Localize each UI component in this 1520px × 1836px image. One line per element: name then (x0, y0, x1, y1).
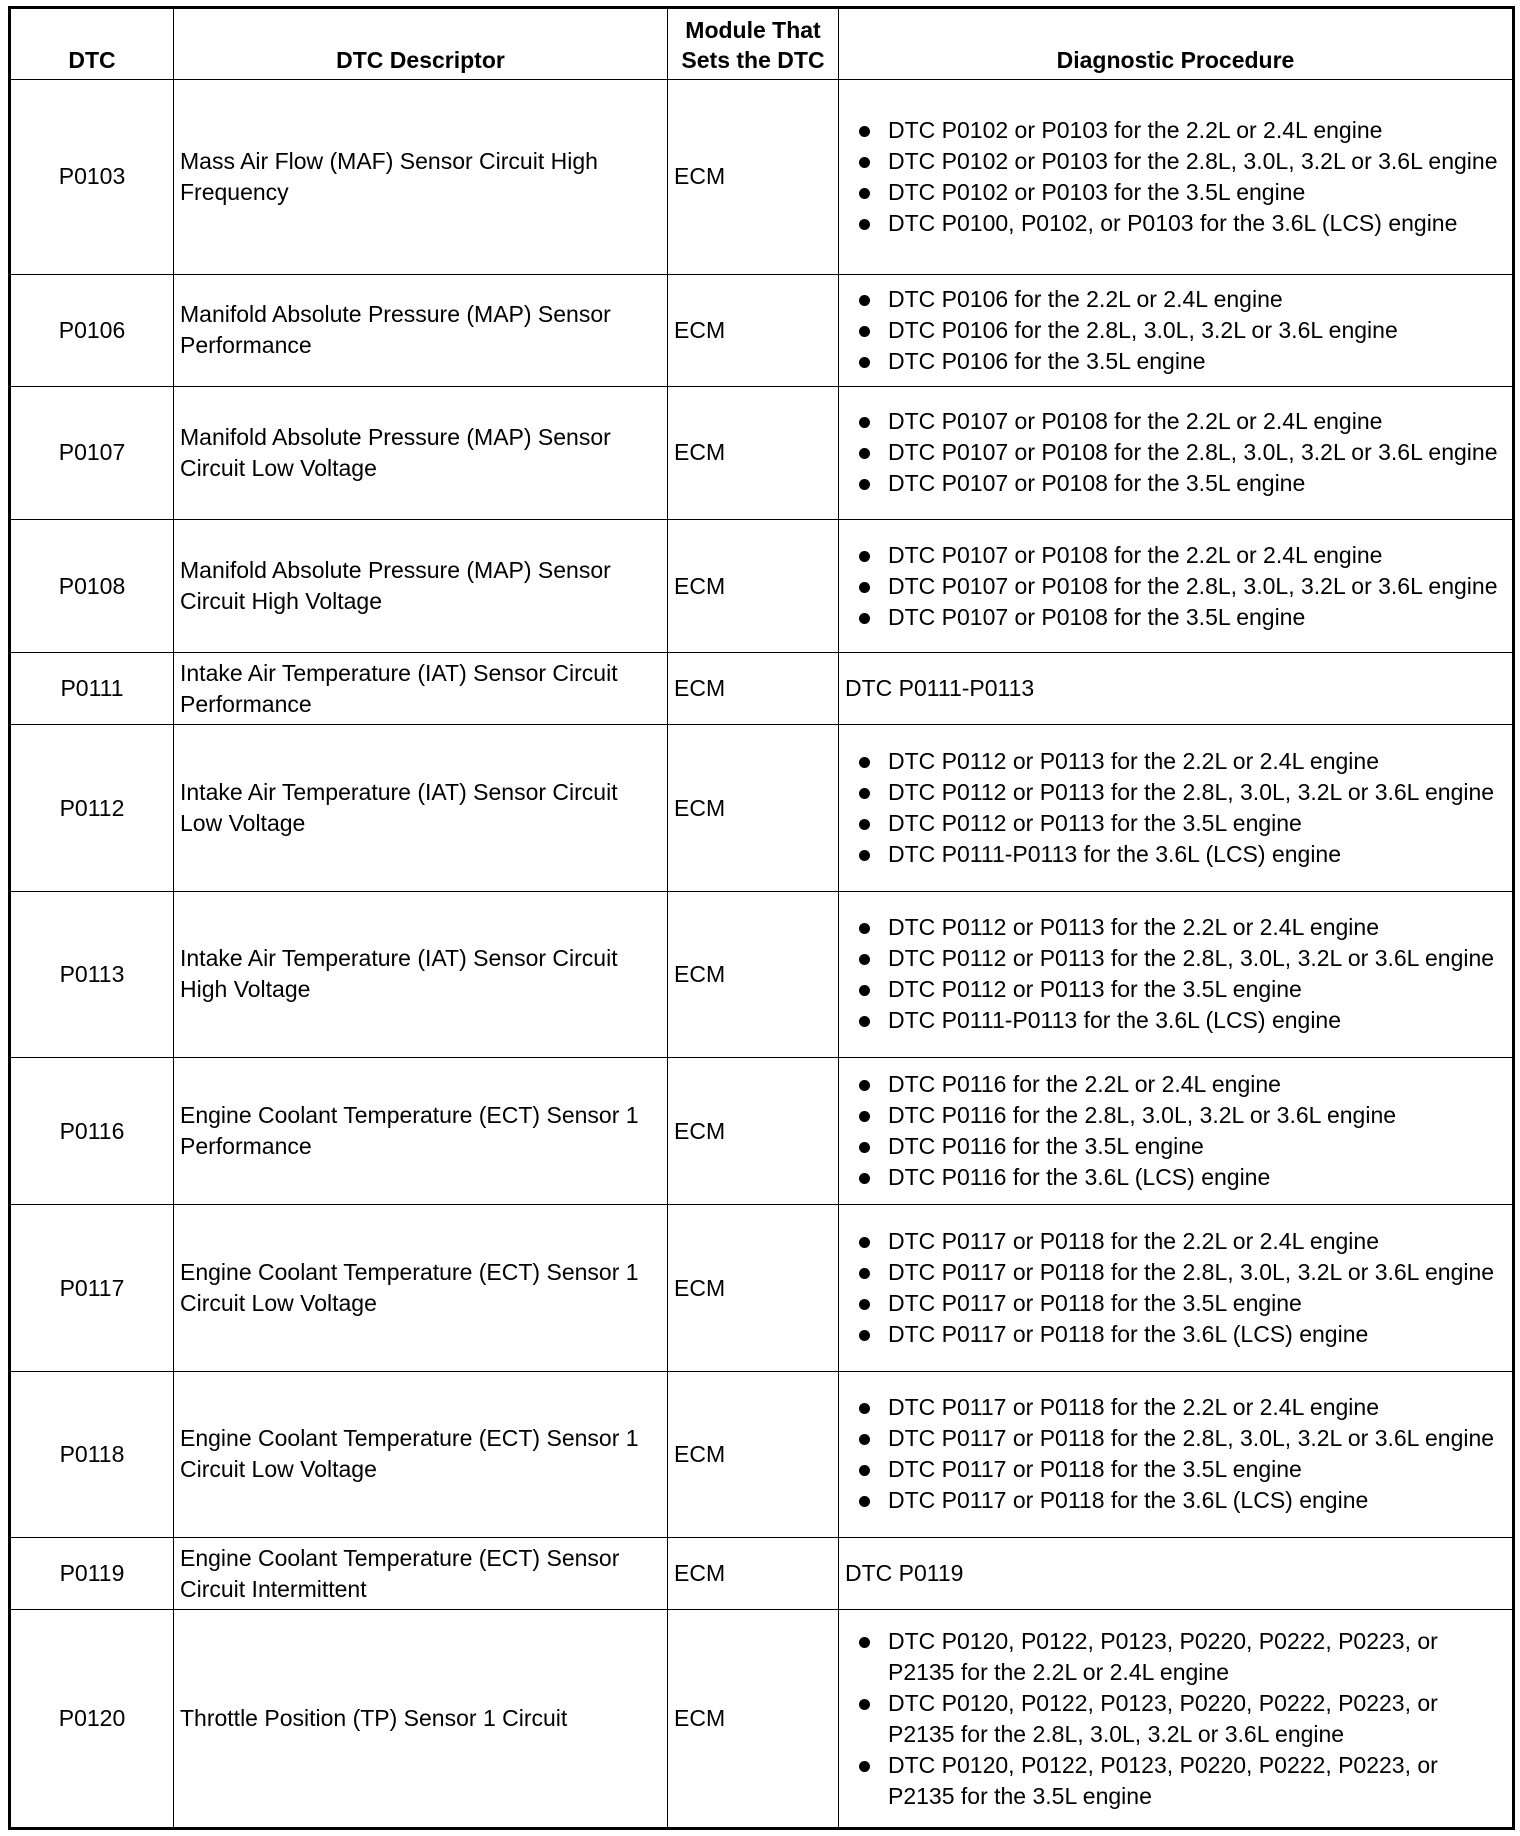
dtc-table (8, 6, 1515, 1830)
procedure-link[interactable]: DTC P0116 for the 3.6L (LCS) engine (855, 1162, 1506, 1193)
procedure-link[interactable]: DTC P0102 or P0103 for the 3.5L engine (855, 177, 1506, 208)
dtc-module: ECM (668, 1058, 839, 1205)
dtc-descriptor: Intake Air Temperature (IAT) Sensor Circuit Performance (174, 653, 668, 725)
procedure-link[interactable]: DTC P0107 or P0108 for the 3.5L engine (855, 602, 1506, 633)
dtc-descriptor: Engine Coolant Temperature (ECT) Sensor 1 Circuit Low Voltage (174, 1205, 668, 1371)
dtc-code: P0112 (10, 725, 174, 891)
header-dtc: DTC (10, 8, 174, 80)
procedure-list (855, 284, 1506, 377)
dtc-descriptor: Intake Air Temperature (IAT) Sensor Circuit High Voltage (174, 891, 668, 1057)
table-row (10, 1205, 1514, 1371)
procedure-link[interactable]: DTC P0106 for the 3.5L engine (855, 346, 1506, 377)
header-procedure: Diagnostic Procedure (839, 8, 1514, 80)
table-row (10, 725, 1514, 891)
procedure-link[interactable]: DTC P0111-P0113 for the 3.6L (LCS) engine (855, 839, 1506, 870)
dtc-module: ECM (668, 725, 839, 891)
dtc-code: P0111 (10, 653, 174, 725)
table-row (10, 891, 1514, 1057)
procedure-link[interactable]: DTC P0120, P0122, P0123, P0220, P0222, P0223, or P2135 for the 2.2L or 2.4L engine (855, 1626, 1506, 1688)
procedure-link[interactable]: DTC P0116 for the 2.8L, 3.0L, 3.2L or 3.6L engine (855, 1100, 1506, 1131)
procedure-list (855, 115, 1506, 239)
dtc-descriptor: Mass Air Flow (MAF) Sensor Circuit High Frequency (174, 80, 668, 275)
diagnostic-procedure (839, 1371, 1514, 1537)
procedure-link[interactable]: DTC P0102 or P0103 for the 2.8L, 3.0L, 3.2L or 3.6L engine (855, 146, 1506, 177)
diagnostic-procedure (839, 725, 1514, 891)
dtc-code: P0116 (10, 1058, 174, 1205)
dtc-code: P0117 (10, 1205, 174, 1371)
dtc-module: ECM (668, 520, 839, 653)
diagnostic-procedure (839, 1205, 1514, 1371)
dtc-module: ECM (668, 386, 839, 519)
procedure-link[interactable]: DTC P0100, P0102, or P0103 for the 3.6L (LCS) engine (855, 208, 1506, 239)
dtc-descriptor: Manifold Absolute Pressure (MAP) Sensor Circuit High Voltage (174, 520, 668, 653)
header-module: Module That Sets the DTC (668, 8, 839, 80)
procedure-link[interactable]: DTC P0112 or P0113 for the 3.5L engine (855, 974, 1506, 1005)
dtc-code: P0106 (10, 274, 174, 386)
procedure-link[interactable]: DTC P0111-P0113 for the 3.6L (LCS) engine (855, 1005, 1506, 1036)
diagnostic-procedure (839, 1538, 1514, 1610)
diagnostic-procedure (839, 386, 1514, 519)
procedure-link[interactable]: DTC P0111-P0113 (845, 675, 1035, 702)
dtc-code: P0119 (10, 1538, 174, 1610)
dtc-code: P0113 (10, 891, 174, 1057)
table-row (10, 1371, 1514, 1537)
dtc-module: ECM (668, 1610, 839, 1829)
dtc-descriptor: Engine Coolant Temperature (ECT) Sensor Circuit Intermittent (174, 1538, 668, 1610)
table-row (10, 653, 1514, 725)
dtc-descriptor: Intake Air Temperature (IAT) Sensor Circuit Low Voltage (174, 725, 668, 891)
procedure-link[interactable]: DTC P0117 or P0118 for the 2.8L, 3.0L, 3.2L or 3.6L engine (855, 1423, 1506, 1454)
table-row (10, 1610, 1514, 1829)
dtc-descriptor: Throttle Position (TP) Sensor 1 Circuit (174, 1610, 668, 1829)
table-row (10, 520, 1514, 653)
dtc-module: ECM (668, 1371, 839, 1537)
procedure-link[interactable]: DTC P0117 or P0118 for the 3.6L (LCS) engine (855, 1319, 1506, 1350)
dtc-module: ECM (668, 653, 839, 725)
dtc-module: ECM (668, 1205, 839, 1371)
procedure-link[interactable]: DTC P0112 or P0113 for the 3.5L engine (855, 808, 1506, 839)
procedure-link[interactable]: DTC P0117 or P0118 for the 3.5L engine (855, 1288, 1506, 1319)
procedure-list (855, 540, 1506, 633)
procedure-link[interactable]: DTC P0119 (845, 1560, 964, 1587)
procedure-link[interactable]: DTC P0116 for the 3.5L engine (855, 1131, 1506, 1162)
procedure-link[interactable]: DTC P0107 or P0108 for the 2.8L, 3.0L, 3.2L or 3.6L engine (855, 571, 1506, 602)
procedure-list (855, 912, 1506, 1036)
dtc-descriptor: Engine Coolant Temperature (ECT) Sensor 1 Circuit Low Voltage (174, 1371, 668, 1537)
dtc-code: P0108 (10, 520, 174, 653)
procedure-link[interactable]: DTC P0107 or P0108 for the 2.8L, 3.0L, 3.2L or 3.6L engine (855, 437, 1506, 468)
table-row (10, 1538, 1514, 1610)
procedure-link[interactable]: DTC P0117 or P0118 for the 2.2L or 2.4L engine (855, 1392, 1506, 1423)
procedure-link[interactable]: DTC P0106 for the 2.2L or 2.4L engine (855, 284, 1506, 315)
dtc-module: ECM (668, 891, 839, 1057)
dtc-code: P0103 (10, 80, 174, 275)
dtc-code: P0118 (10, 1371, 174, 1537)
procedure-link[interactable]: DTC P0107 or P0108 for the 2.2L or 2.4L engine (855, 540, 1506, 571)
dtc-module: ECM (668, 80, 839, 275)
procedure-list (855, 1069, 1506, 1193)
diagnostic-procedure (839, 1058, 1514, 1205)
procedure-link[interactable]: DTC P0120, P0122, P0123, P0220, P0222, P0223, or P2135 for the 2.8L, 3.0L, 3.2L or 3.6L engine (855, 1688, 1506, 1750)
procedure-link[interactable]: DTC P0112 or P0113 for the 2.2L or 2.4L engine (855, 746, 1506, 777)
dtc-descriptor: Manifold Absolute Pressure (MAP) Sensor Performance (174, 274, 668, 386)
procedure-link[interactable]: DTC P0120, P0122, P0123, P0220, P0222, P0223, or P2135 for the 3.5L engine (855, 1750, 1506, 1812)
procedure-link[interactable]: DTC P0112 or P0113 for the 2.2L or 2.4L engine (855, 912, 1506, 943)
diagnostic-procedure (839, 80, 1514, 275)
table-row (10, 386, 1514, 519)
procedure-list (855, 1626, 1506, 1812)
diagnostic-procedure (839, 653, 1514, 725)
procedure-list (855, 746, 1506, 870)
procedure-list (855, 1392, 1506, 1516)
procedure-link[interactable]: DTC P0102 or P0103 for the 2.2L or 2.4L engine (855, 115, 1506, 146)
procedure-link[interactable]: DTC P0117 or P0118 for the 2.8L, 3.0L, 3.2L or 3.6L engine (855, 1257, 1506, 1288)
procedure-link[interactable]: DTC P0107 or P0108 for the 3.5L engine (855, 468, 1506, 499)
dtc-code: P0120 (10, 1610, 174, 1829)
procedure-link[interactable]: DTC P0116 for the 2.2L or 2.4L engine (855, 1069, 1506, 1100)
header-descriptor: DTC Descriptor (174, 8, 668, 80)
diagnostic-procedure (839, 274, 1514, 386)
procedure-link[interactable]: DTC P0117 or P0118 for the 2.2L or 2.4L engine (855, 1226, 1506, 1257)
diagnostic-procedure (839, 1610, 1514, 1829)
diagnostic-procedure (839, 891, 1514, 1057)
procedure-link[interactable]: DTC P0112 or P0113 for the 2.8L, 3.0L, 3.2L or 3.6L engine (855, 943, 1506, 974)
table-row (10, 1058, 1514, 1205)
procedure-link[interactable]: DTC P0106 for the 2.8L, 3.0L, 3.2L or 3.6L engine (855, 315, 1506, 346)
dtc-module: ECM (668, 1538, 839, 1610)
diagnostic-procedure (839, 520, 1514, 653)
dtc-code: P0107 (10, 386, 174, 519)
procedure-link[interactable]: DTC P0117 or P0118 for the 3.6L (LCS) engine (855, 1485, 1506, 1516)
procedure-list (855, 1226, 1506, 1350)
table-body (10, 80, 1514, 1829)
procedure-link[interactable]: DTC P0117 or P0118 for the 3.5L engine (855, 1454, 1506, 1485)
table-row (10, 274, 1514, 386)
table-header-row (10, 8, 1514, 80)
procedure-list (855, 406, 1506, 499)
dtc-descriptor: Manifold Absolute Pressure (MAP) Sensor Circuit Low Voltage (174, 386, 668, 519)
procedure-link[interactable]: DTC P0112 or P0113 for the 2.8L, 3.0L, 3.2L or 3.6L engine (855, 777, 1506, 808)
dtc-descriptor: Engine Coolant Temperature (ECT) Sensor 1 Performance (174, 1058, 668, 1205)
table-row (10, 80, 1514, 275)
dtc-module: ECM (668, 274, 839, 386)
procedure-link[interactable]: DTC P0107 or P0108 for the 2.2L or 2.4L engine (855, 406, 1506, 437)
